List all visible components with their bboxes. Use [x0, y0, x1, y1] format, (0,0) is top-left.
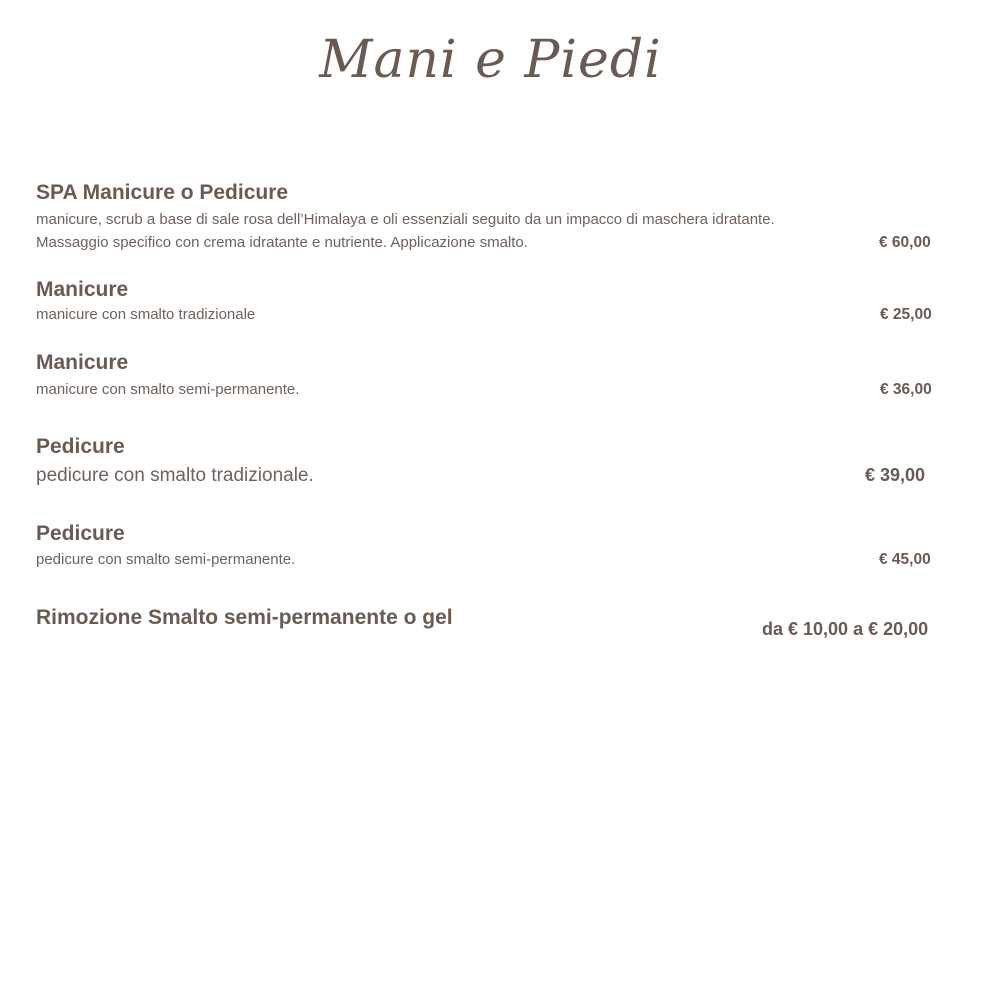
service-name: Manicure: [36, 278, 129, 301]
service-price: € 25,00: [880, 306, 932, 323]
service-description: pedicure con smalto tradizionale.: [36, 465, 314, 486]
service-price: € 60,00: [879, 234, 931, 251]
service-description: Massaggio specifico con crema idratante e nutriente. Applicazione smalto.: [36, 234, 528, 251]
service-price: € 36,00: [880, 381, 932, 398]
page-title: Mani e Piedi: [319, 30, 662, 90]
service-name: Pedicure: [36, 522, 125, 545]
service-price: € 45,00: [879, 551, 931, 568]
service-description: manicure, scrub a base di sale rosa dell’Himalaya e oli essenziali seguito da un impacco di maschera idratante.: [36, 211, 775, 228]
service-name: SPA Manicure o Pedicure: [36, 181, 289, 204]
service-name: Manicure: [36, 351, 129, 374]
service-description: pedicure con smalto semi-permanente.: [36, 551, 296, 568]
service-price: € 39,00: [865, 465, 926, 485]
service-price: da € 10,00 a € 20,00: [762, 619, 929, 639]
service-description: manicure con smalto semi-permanente.: [36, 381, 300, 398]
service-name: Pedicure: [36, 435, 125, 458]
service-name: Rimozione Smalto semi-permanente o gel: [36, 606, 453, 629]
service-description: manicure con smalto tradizionale: [36, 306, 256, 323]
